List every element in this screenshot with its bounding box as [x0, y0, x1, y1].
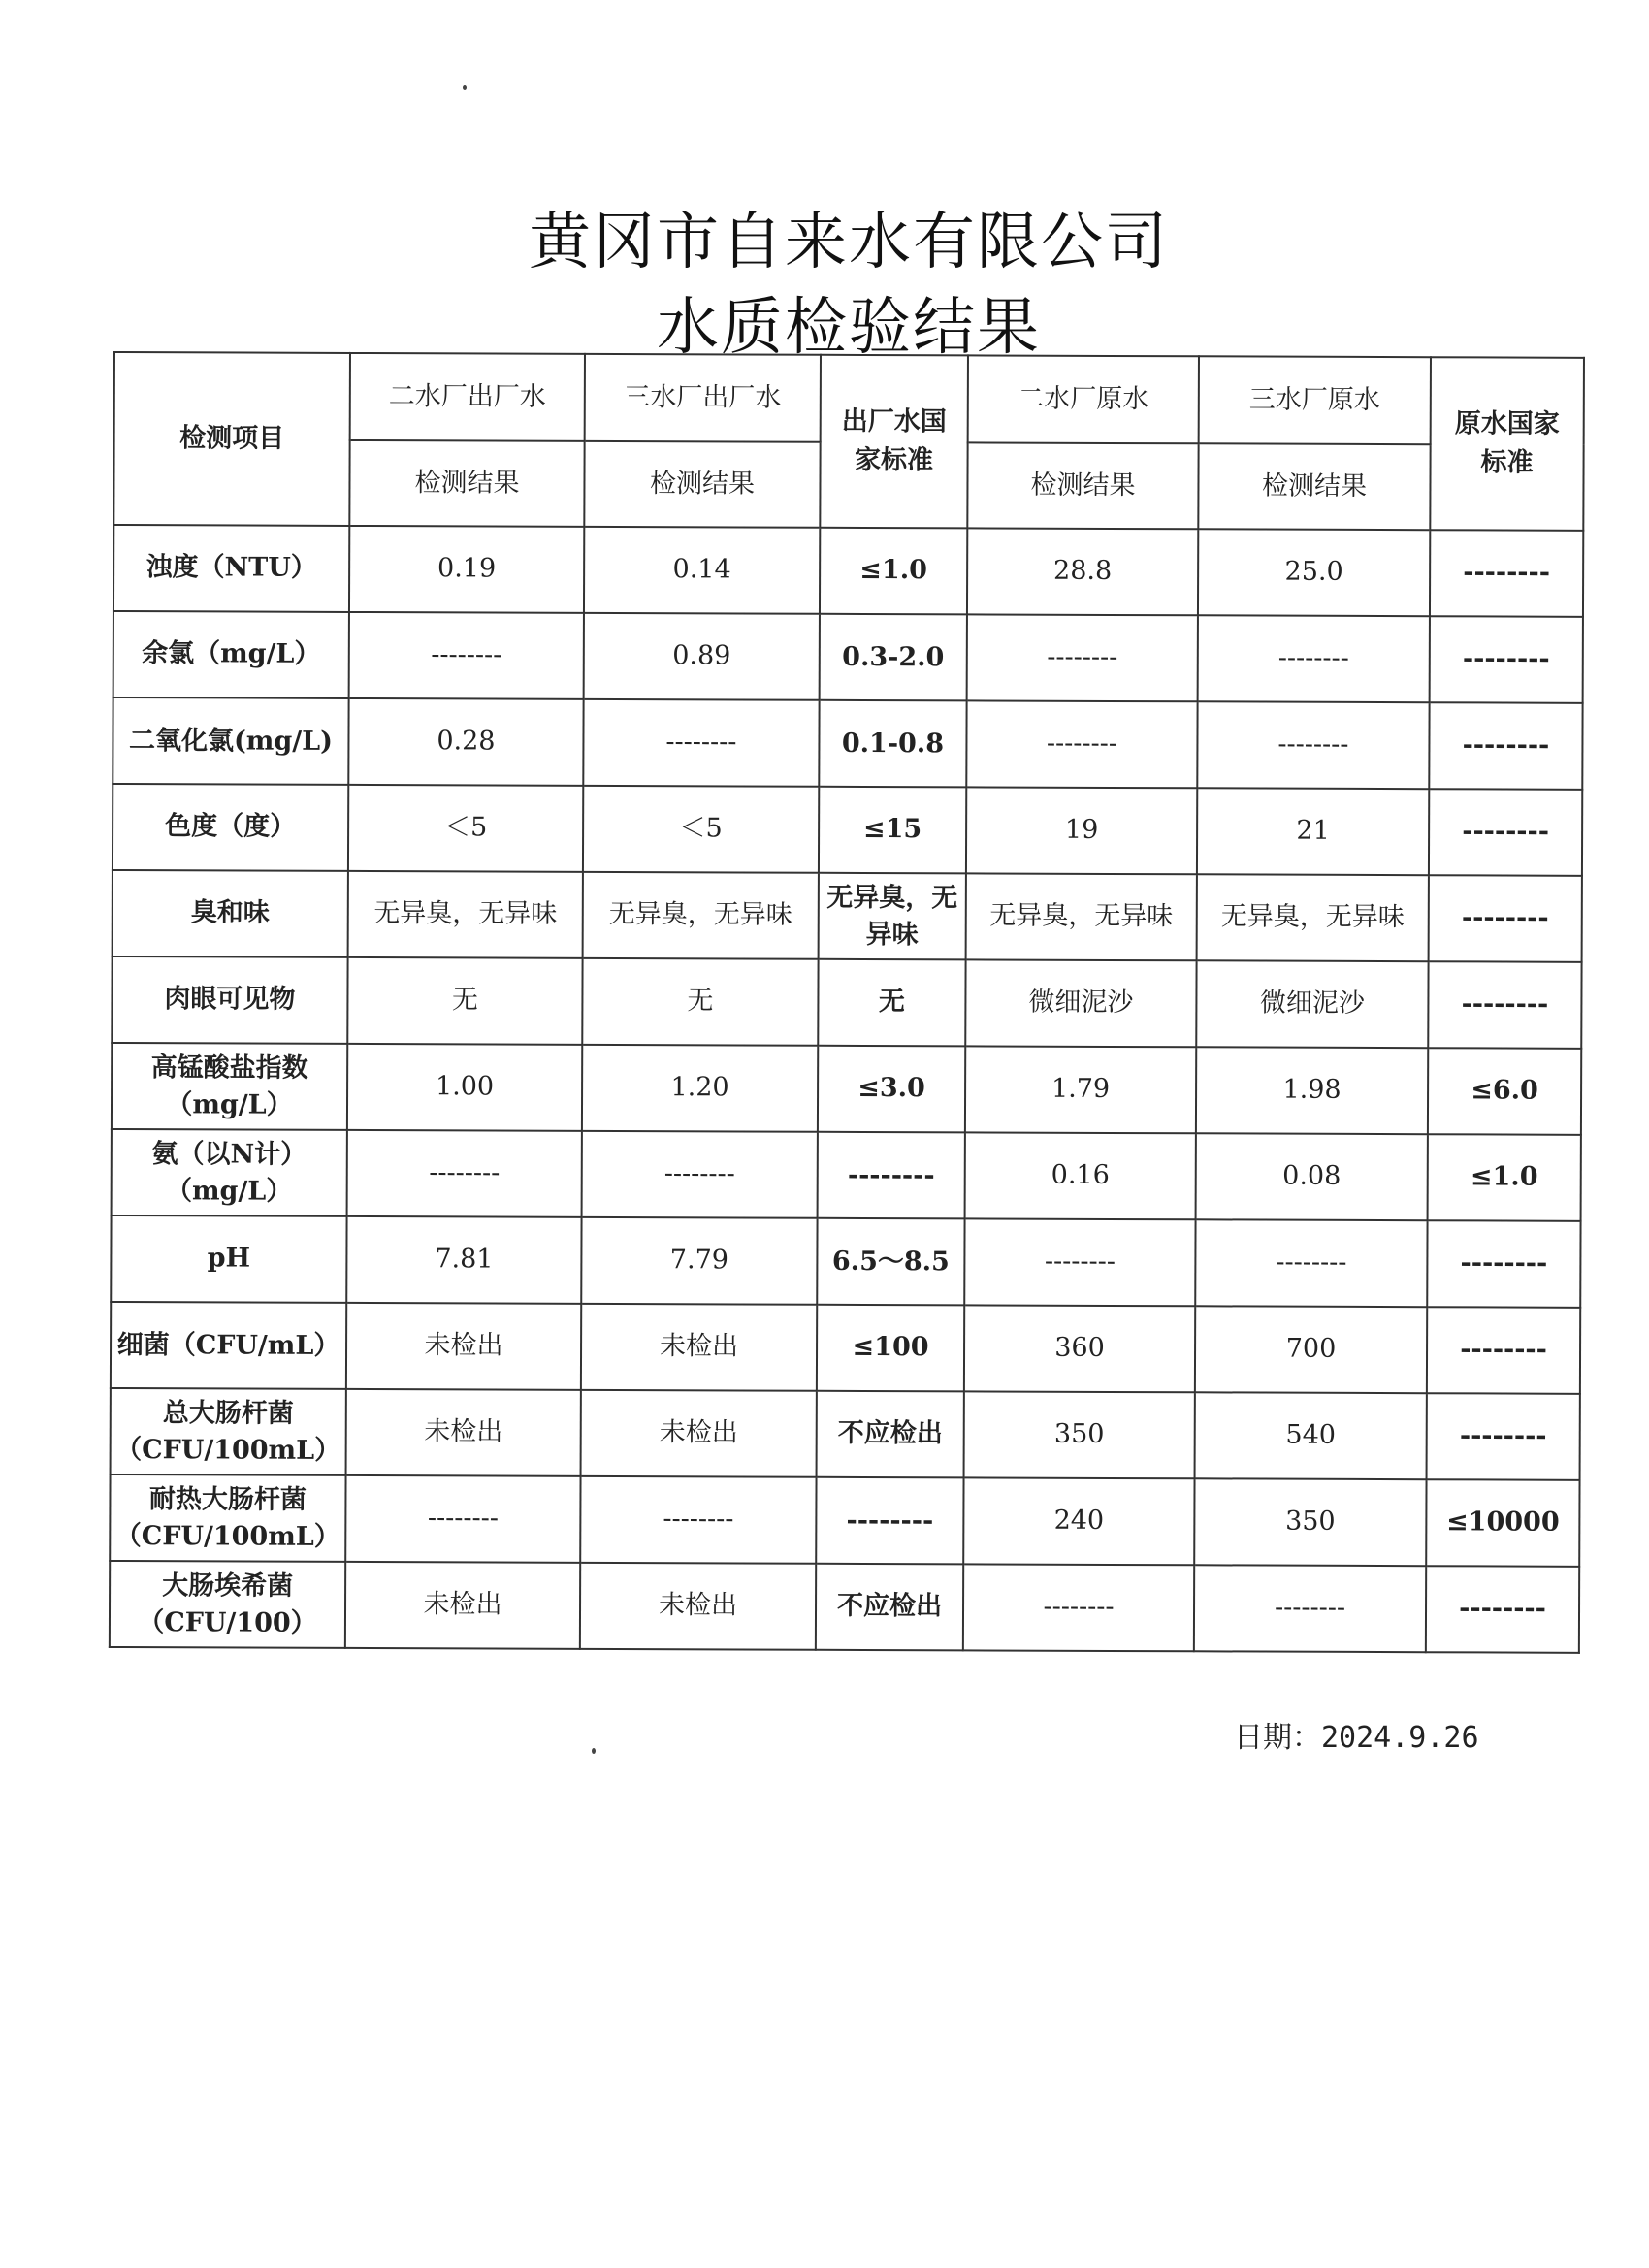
scan-speck — [592, 1748, 596, 1754]
cell-out-std: 0.3-2.0 — [820, 614, 967, 701]
cell-out-std: 无异臭，无异味 — [819, 873, 966, 960]
report-date — [1234, 1713, 1479, 1756]
cell-p3-raw: -------- — [1194, 1565, 1426, 1652]
date-value: 2024.9.26 — [1321, 1721, 1479, 1755]
cell-item: 肉眼可见物 — [112, 956, 347, 1044]
cell-p3-raw: -------- — [1198, 615, 1430, 702]
cell-p3-out: -------- — [580, 1476, 816, 1564]
cell-item: 高锰酸盐指数（mg/L） — [112, 1043, 347, 1130]
cell-item: 色度（度） — [113, 784, 348, 871]
cell-raw-std: -------- — [1430, 616, 1583, 703]
cell-p2-raw: 350 — [964, 1391, 1195, 1478]
cell-p2-out: 未检出 — [346, 1303, 581, 1390]
cell-item: 臭和味 — [113, 870, 348, 957]
cell-p3-out: 1.20 — [582, 1045, 818, 1132]
cell-p2-out: 未检出 — [345, 1562, 580, 1649]
header-plant3-out: 三水厂出厂水 — [585, 354, 821, 442]
header-raw-standard: 原水国家标准 — [1430, 357, 1584, 531]
cell-p2-out: ＜5 — [348, 785, 583, 872]
cell-p2-out: 无异臭，无异味 — [348, 871, 583, 958]
header-result-3: 检测结果 — [967, 442, 1198, 529]
cell-p3-raw: 700 — [1195, 1306, 1427, 1393]
company-title: 黄冈市自来水有限公司 — [529, 207, 1169, 278]
cell-out-std: 6.5～8.5 — [817, 1218, 964, 1306]
cell-p2-out: 7.81 — [346, 1216, 581, 1304]
cell-p3-raw: -------- — [1197, 701, 1429, 789]
cell-p2-raw: 无异臭，无异味 — [966, 873, 1197, 960]
cell-p3-out: 7.79 — [581, 1217, 817, 1305]
cell-p2-raw: 19 — [966, 787, 1197, 874]
header-item: 检测项目 — [113, 352, 350, 526]
table-row — [110, 1474, 1579, 1567]
cell-p2-raw: -------- — [966, 700, 1197, 788]
cell-raw-std: -------- — [1427, 1307, 1580, 1394]
table-row — [111, 1215, 1580, 1308]
cell-out-std: -------- — [818, 1132, 965, 1219]
cell-item: 氨（以N计）（mg/L） — [112, 1129, 347, 1216]
cell-item: 耐热大肠杆菌（CFU/100mL） — [110, 1474, 345, 1562]
date-label: 日期： — [1234, 1721, 1321, 1755]
cell-raw-std: -------- — [1426, 1566, 1579, 1653]
table-row — [110, 1561, 1579, 1653]
cell-p3-out: -------- — [582, 1131, 818, 1218]
cell-p3-raw: 21 — [1197, 788, 1429, 875]
cell-out-std: ≤3.0 — [818, 1046, 965, 1133]
cell-out-std: ≤1.0 — [820, 528, 967, 615]
cell-p3-raw: 无异臭，无异味 — [1197, 874, 1429, 961]
cell-raw-std: -------- — [1430, 530, 1583, 617]
cell-raw-std: ≤6.0 — [1428, 1048, 1581, 1135]
cell-raw-std: ≤1.0 — [1428, 1134, 1581, 1221]
cell-p2-raw: -------- — [963, 1564, 1194, 1651]
table-row — [113, 697, 1582, 790]
cell-raw-std: -------- — [1429, 875, 1582, 962]
cell-out-std: 无 — [818, 959, 965, 1047]
cell-raw-std: -------- — [1427, 1220, 1580, 1308]
cell-p3-raw: 微细泥沙 — [1196, 960, 1428, 1048]
table-row — [111, 1388, 1580, 1480]
cell-p2-raw: 微细泥沙 — [965, 959, 1196, 1047]
cell-out-std: 不应检出 — [817, 1391, 964, 1478]
cell-p2-out: 1.00 — [347, 1044, 582, 1131]
cell-p3-raw: 350 — [1194, 1478, 1426, 1566]
cell-p3-out: -------- — [583, 699, 819, 787]
cell-p2-raw: 28.8 — [967, 528, 1198, 615]
header-plant2-raw: 二水厂原水 — [968, 355, 1199, 443]
header-result-2: 检测结果 — [584, 441, 820, 528]
table-row — [112, 1129, 1581, 1221]
header-plant2-out: 二水厂出厂水 — [350, 353, 585, 441]
cell-p3-out: 无异臭，无异味 — [583, 872, 819, 959]
table-row — [113, 784, 1582, 876]
cell-p2-raw: 0.16 — [965, 1132, 1196, 1219]
cell-p3-out: 未检出 — [581, 1390, 817, 1477]
cell-p3-out: ＜5 — [583, 786, 819, 873]
cell-item: 大肠埃希菌（CFU/100） — [110, 1561, 345, 1648]
cell-p3-raw: 25.0 — [1198, 529, 1430, 616]
cell-item: 二氧化氯(mg/L) — [113, 697, 348, 785]
cell-raw-std: -------- — [1428, 961, 1581, 1049]
header-out-standard: 出厂水国家标准 — [820, 355, 968, 529]
cell-p2-out: -------- — [347, 1130, 582, 1217]
cell-p3-raw: 540 — [1195, 1392, 1427, 1479]
cell-out-std: 0.1-0.8 — [819, 700, 966, 788]
cell-item: 浊度（NTU） — [113, 525, 349, 612]
table-row — [113, 611, 1583, 703]
cell-p3-out: 无 — [582, 958, 818, 1046]
cell-p3-raw: 0.08 — [1196, 1133, 1428, 1220]
cell-out-std: 不应检出 — [816, 1564, 963, 1651]
cell-p2-raw: 1.79 — [965, 1046, 1196, 1133]
cell-p3-out: 未检出 — [581, 1304, 817, 1391]
cell-out-std: -------- — [816, 1477, 963, 1565]
cell-item: pH — [111, 1215, 346, 1303]
header-plant3-raw: 三水厂原水 — [1199, 356, 1431, 444]
table-row — [112, 1043, 1581, 1135]
cell-raw-std: -------- — [1429, 702, 1582, 790]
cell-item: 余氯（mg/L） — [113, 611, 349, 698]
cell-p3-out: 0.14 — [584, 527, 820, 614]
cell-p2-raw: -------- — [964, 1218, 1195, 1306]
header-result-1: 检测结果 — [349, 440, 584, 527]
cell-p2-out: -------- — [345, 1475, 580, 1563]
cell-raw-std: -------- — [1427, 1393, 1580, 1480]
cell-p3-raw: 1.98 — [1196, 1047, 1428, 1134]
cell-p3-out: 0.89 — [584, 613, 820, 700]
cell-p2-out: 0.28 — [348, 698, 583, 786]
report-title: 水质检验结果 — [657, 292, 1041, 364]
cell-p2-out: 未检出 — [346, 1389, 581, 1476]
scan-speck — [463, 85, 467, 90]
water-quality-table — [109, 351, 1585, 1654]
header-result-4: 检测结果 — [1198, 443, 1430, 530]
table-row — [111, 1302, 1580, 1394]
header-row — [114, 352, 1584, 445]
table-row — [112, 956, 1581, 1049]
cell-p3-out: 未检出 — [580, 1563, 816, 1650]
cell-p2-out: 0.19 — [349, 526, 584, 613]
table-row — [113, 525, 1583, 617]
cell-item: 总大肠杆菌（CFU/100mL） — [111, 1388, 346, 1475]
cell-raw-std: -------- — [1429, 789, 1582, 876]
cell-p2-out: 无 — [347, 957, 582, 1045]
cell-item: 细菌（CFU/mL） — [111, 1302, 346, 1389]
cell-p2-raw: 240 — [963, 1477, 1194, 1565]
cell-p3-raw: -------- — [1195, 1219, 1427, 1307]
cell-raw-std: ≤10000 — [1426, 1479, 1579, 1567]
table-row — [113, 870, 1582, 962]
cell-p2-out: -------- — [349, 612, 584, 699]
cell-p2-raw: -------- — [967, 614, 1198, 701]
cell-p2-raw: 360 — [964, 1305, 1195, 1392]
cell-out-std: ≤100 — [817, 1305, 964, 1392]
cell-out-std: ≤15 — [819, 787, 966, 874]
